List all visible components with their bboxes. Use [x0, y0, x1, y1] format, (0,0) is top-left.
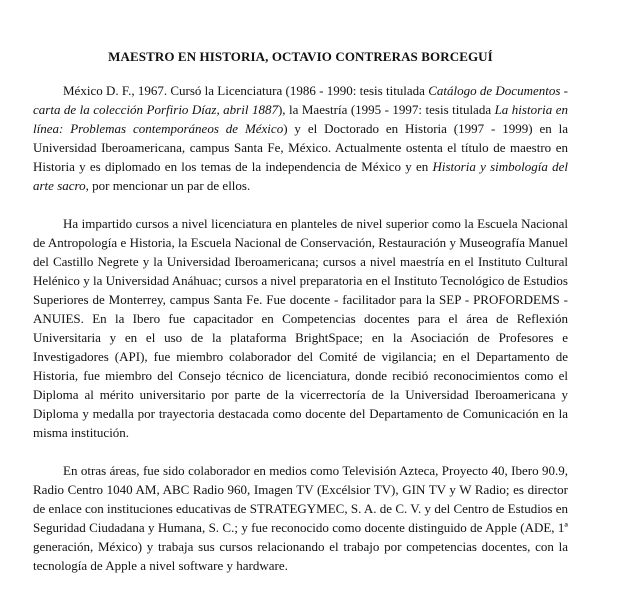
- text-run: , por mencionar un par de ellos.: [85, 178, 251, 193]
- text-run: En otras áreas, fue sido colaborador en medios como Televisión Azteca, Proyecto 40, Ibero 90.9, Radio Centro 1040 AM, ABC Radio 960, Imagen TV (Excélsior TV), GIN TV y W Radio; es director de enlace con instituciones educativas de STRATEGYMEC, S. A. de C. V. y del Centro de Estudios en Seguridad Ciudadana y Humana, S. C.; y fue reconocido como docente distinguido de Apple (ADE, 1ª generación, México) y trabaja sus cursos relacionando el trabajo por competencias docentes, con la tecnología de Apple a nivel software y hardware.: [33, 463, 568, 573]
- text-run: ) y el Doctorado en Historia (1997 - 1999) en la Universidad Iberoamericana, campus Santa Fe, México. Actualmente ostenta el título de maestro en Historia y es diplomado en los temas de la independencia de México y en: [33, 121, 569, 174]
- paragraph-biography: [33, 81, 568, 195]
- italic-title-run: Catálogo de Documentos - carta de la colección Porfirio Díaz, abril 1887: [33, 83, 568, 117]
- document-title: MAESTRO EN HISTORIA, OCTAVIO CONTRERAS BORCEGUÍ: [108, 49, 493, 64]
- paragraph-media: [33, 461, 568, 575]
- document-page: [33, 48, 568, 594]
- paragraph-teaching: [33, 214, 568, 442]
- italic-title-run: La historia en línea: Problemas contemporáneos de México: [33, 102, 568, 136]
- text-run: México D. F., 1967. Cursó la Licenciatura (1986 - 1990: tesis titulada: [63, 83, 429, 98]
- text-run: Ha impartido cursos a nivel licenciatura en planteles de nivel superior como la Escuela Nacional de Antropología e Historia, la Escuela Nacional de Conservación, Restauración y Museografía Manuel del Castillo Negrete y la Universidad Iberoamericana; cursos a nivel maestría en el Instituto Cultural Helénico y la Universidad Anáhuac; cursos a nivel preparatoria en el Instituto Tecnológico de Estudios Superiores de Monterrey, campus Santa Fe. Fue docente - facilitador para la SEP - PROFORDEMS - ANUIES. En la Ibero fue capacitador en Competencias docentes para el área de Reflexión Universitaria y en el uso de la plataforma BrightSpace; en la Asociación de Profesores e Investigadores (API), fue miembro colaborador del Comité de vigilancia; en el Departamento de Historia, fue miembro del Consejo técnico de licenciatura, donde recibió reconocimientos como el Diploma al mérito universitario por parte de la vicerrectoría de la Universidad Iberoamericana y Diploma y medalla por trayectoria destacada como docente del Departamento de Comunicación en la misma institución.: [33, 216, 568, 440]
- italic-title-run: Historia y simbología del arte sacro: [33, 159, 568, 193]
- text-run: ), la Maestría (1995 - 1997: tesis titulada: [277, 102, 495, 117]
